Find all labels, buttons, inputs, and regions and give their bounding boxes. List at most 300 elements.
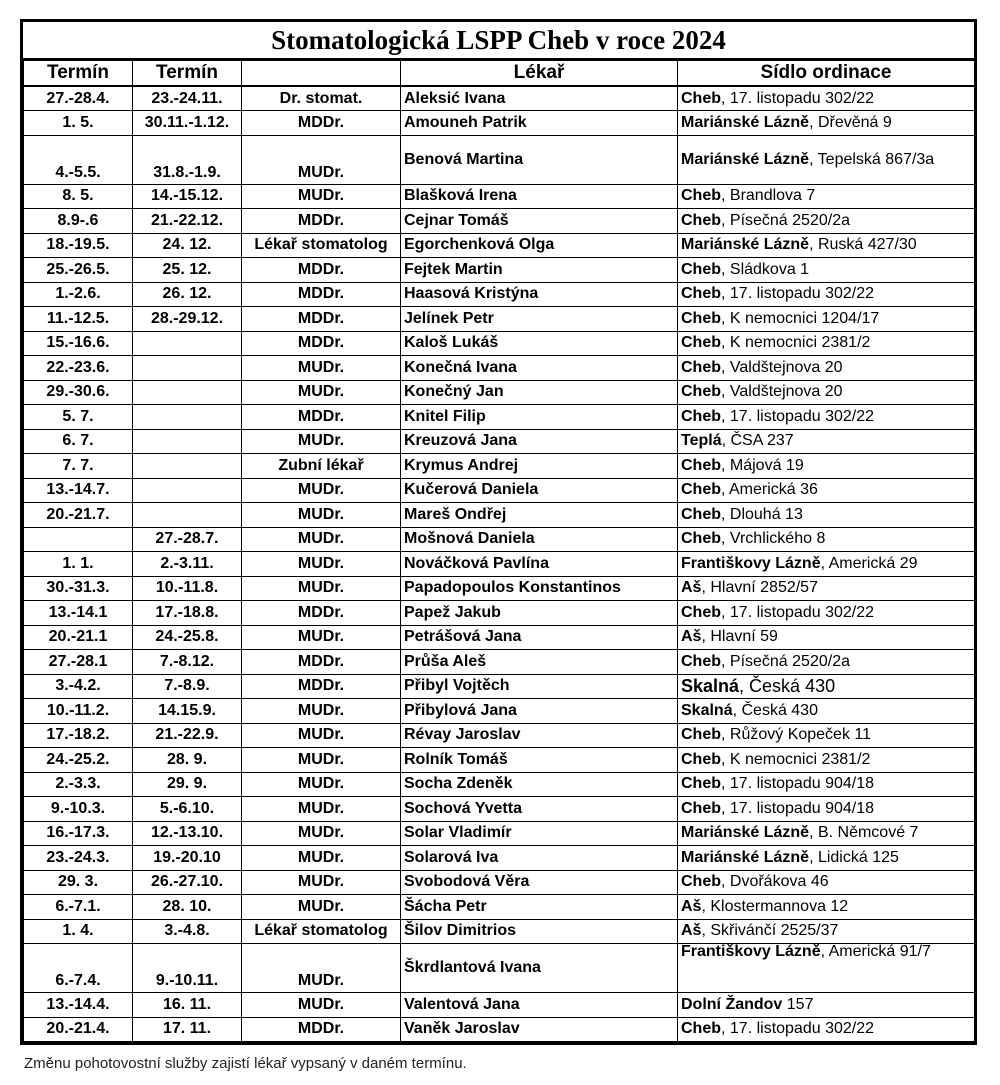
address-city: Františkovy Lázně <box>681 554 821 572</box>
address-city: Cheb <box>681 530 721 548</box>
address-city: Aš <box>681 922 702 940</box>
address-cell <box>678 209 975 234</box>
address-cell <box>678 184 975 209</box>
title-cell: Lékař stomatolog <box>242 233 401 258</box>
address-city: Skalná <box>681 675 740 696</box>
address-city: Cheb <box>681 383 721 401</box>
title-cell: MUDr. <box>242 748 401 773</box>
title-cell: MUDr. <box>242 429 401 454</box>
title-cell: MDDr. <box>242 1017 401 1042</box>
address-city: Mariánské Lázně <box>681 151 810 168</box>
termin-2-cell <box>133 429 242 454</box>
termin-2-cell <box>133 503 242 528</box>
address-cell <box>678 576 975 601</box>
termin-2-cell: 29. 9. <box>133 772 242 797</box>
address-city: Cheb <box>681 358 721 376</box>
doctor-cell: Socha Zdeněk <box>401 772 678 797</box>
address-street: , 17. listopadu 302/22 <box>721 285 875 303</box>
termin-1-cell: 20.-21.7. <box>24 503 133 528</box>
termin-1-cell: 23.-24.3. <box>24 846 133 871</box>
address-street: , Májová 19 <box>721 456 804 474</box>
address-city: Mariánské Lázně <box>681 848 810 866</box>
termin-1-cell: 27.-28.1 <box>24 650 133 675</box>
table-row <box>24 356 975 381</box>
doctor-cell: Přibyl Vojtěch <box>401 674 678 699</box>
address-cell <box>678 723 975 748</box>
table-row <box>24 723 975 748</box>
table-row <box>24 429 975 454</box>
address-street: , Americká 36 <box>721 481 818 499</box>
address-street: , Valdštejnova 20 <box>721 383 843 401</box>
termin-1-cell: 2.-3.3. <box>24 772 133 797</box>
table-row <box>24 209 975 234</box>
address-city: Cheb <box>681 1020 721 1038</box>
table-row <box>24 576 975 601</box>
termin-2-cell: 16. 11. <box>133 993 242 1018</box>
address-cell <box>678 429 975 454</box>
termin-2-cell <box>133 405 242 430</box>
doctor-cell: Cejnar Tomáš <box>401 209 678 234</box>
table-row <box>24 478 975 503</box>
termin-2-cell: 30.11.-1.12. <box>133 111 242 136</box>
address-street: , 17. listopadu 302/22 <box>721 407 875 425</box>
address-street: , 17. listopadu 302/22 <box>721 603 875 621</box>
doctor-cell: Nováčková Pavlína <box>401 552 678 577</box>
address-street: , Tepelská 867/3a <box>809 151 935 168</box>
doctor-cell: Révay Jaroslav <box>401 723 678 748</box>
title-cell: MDDr. <box>242 331 401 356</box>
table-row <box>24 895 975 920</box>
table-row <box>24 650 975 675</box>
address-cell <box>678 797 975 822</box>
address-cell <box>678 527 975 552</box>
page-title: Stomatologická LSPP Cheb v roce 2024 <box>23 22 974 60</box>
title-cell: MDDr. <box>242 405 401 430</box>
termin-2-cell: 9.-10.11. <box>133 944 242 993</box>
address-street: , Lidická 125 <box>809 848 899 866</box>
termin-2-cell: 24. 12. <box>133 233 242 258</box>
table-row <box>24 821 975 846</box>
address-city: Cheb <box>681 603 721 621</box>
address-city: Cheb <box>681 481 721 499</box>
doctor-cell: Mareš Ondřej <box>401 503 678 528</box>
termin-1-cell: 30.-31.3. <box>24 576 133 601</box>
address-cell <box>678 233 975 258</box>
termin-2-cell: 10.-11.8. <box>133 576 242 601</box>
address-cell <box>678 405 975 430</box>
address-cell <box>678 650 975 675</box>
address-cell <box>678 135 975 184</box>
termin-2-cell: 24.-25.8. <box>133 625 242 650</box>
title-cell: MUDr. <box>242 723 401 748</box>
title-cell: MDDr. <box>242 650 401 675</box>
doctor-cell: Egorchenková Olga <box>401 233 678 258</box>
termin-2-cell: 5.-6.10. <box>133 797 242 822</box>
title-cell: MUDr. <box>242 135 401 184</box>
doctor-cell: Aleksić Ivana <box>401 86 678 111</box>
doctor-cell: Sochová Yvetta <box>401 797 678 822</box>
header-lekar: Lékař <box>401 61 678 87</box>
address-cell <box>678 674 975 699</box>
address-street: , Písečná 2520/2a <box>721 211 850 229</box>
address-city: Cheb <box>681 187 721 205</box>
termin-1-cell: 13.-14.7. <box>24 478 133 503</box>
doctor-cell: Vaněk Jaroslav <box>401 1017 678 1042</box>
termin-1-cell: 1.-2.6. <box>24 282 133 307</box>
address-street: , ČSA 237 <box>721 432 794 450</box>
address-cell <box>678 258 975 283</box>
doctor-cell: Šilov Dimitrios <box>401 919 678 944</box>
address-cell <box>678 944 975 993</box>
address-cell <box>678 748 975 773</box>
title-cell: MDDr. <box>242 601 401 626</box>
address-street: , Ruská 427/30 <box>809 236 917 254</box>
address-cell <box>678 503 975 528</box>
termin-2-cell: 28. 10. <box>133 895 242 920</box>
address-street: , Česká 430 <box>732 701 818 719</box>
table-row <box>24 184 975 209</box>
doctor-cell: Rolník Tomáš <box>401 748 678 773</box>
title-cell: MUDr. <box>242 870 401 895</box>
table-row <box>24 527 975 552</box>
title-cell: MDDr. <box>242 111 401 136</box>
termin-2-cell: 28. 9. <box>133 748 242 773</box>
table-row <box>24 454 975 479</box>
address-street: , Sládkova 1 <box>721 260 810 278</box>
table-row <box>24 380 975 405</box>
address-city: Cheb <box>681 799 721 817</box>
table-row <box>24 797 975 822</box>
address-street: , Dlouhá 13 <box>721 505 803 523</box>
address-cell <box>678 282 975 307</box>
address-street: , Brandlova 7 <box>721 187 816 205</box>
address-city: Mariánské Lázně <box>681 113 810 131</box>
termin-1-cell: 3.-4.2. <box>24 674 133 699</box>
termin-2-cell: 28.-29.12. <box>133 307 242 332</box>
doctor-cell: Petrášová Jana <box>401 625 678 650</box>
title-cell: MUDr. <box>242 576 401 601</box>
title-cell: MUDr. <box>242 503 401 528</box>
doctor-cell: Kučerová Daniela <box>401 478 678 503</box>
termin-2-cell <box>133 331 242 356</box>
schedule-sheet <box>20 19 977 1045</box>
termin-1-cell: 15.-16.6. <box>24 331 133 356</box>
address-cell <box>678 331 975 356</box>
address-cell <box>678 846 975 871</box>
address-cell <box>678 552 975 577</box>
table-row <box>24 601 975 626</box>
header-row <box>24 61 975 87</box>
table-row <box>24 552 975 577</box>
address-cell <box>678 86 975 111</box>
doctor-cell: Průša Aleš <box>401 650 678 675</box>
address-street: , 17. listopadu 302/22 <box>721 1020 875 1038</box>
termin-1-cell: 27.-28.4. <box>24 86 133 111</box>
title-cell: MUDr. <box>242 478 401 503</box>
address-cell <box>678 993 975 1018</box>
termin-2-cell: 12.-13.10. <box>133 821 242 846</box>
title-cell: MDDr. <box>242 307 401 332</box>
termin-1-cell: 1. 5. <box>24 111 133 136</box>
address-city: Aš <box>681 897 702 915</box>
termin-1-cell: 29. 3. <box>24 870 133 895</box>
title-cell: MUDr. <box>242 625 401 650</box>
address-cell <box>678 625 975 650</box>
address-street: , Americká 29 <box>820 554 918 572</box>
termin-1-cell: 24.-25.2. <box>24 748 133 773</box>
doctor-cell: Škrdlantová Ivana <box>401 944 678 993</box>
termin-1-cell: 10.-11.2. <box>24 699 133 724</box>
address-city: Cheb <box>681 407 721 425</box>
doctor-cell: Blašková Irena <box>401 184 678 209</box>
address-street: , Americká 91/7 <box>820 943 931 960</box>
table-row <box>24 772 975 797</box>
termin-1-cell: 4.-5.5. <box>24 135 133 184</box>
title-cell: MUDr. <box>242 797 401 822</box>
title-cell: MUDr. <box>242 552 401 577</box>
doctor-cell: Konečná Ivana <box>401 356 678 381</box>
table-row <box>24 307 975 332</box>
title-cell: Lékař stomatolog <box>242 919 401 944</box>
table-row <box>24 699 975 724</box>
termin-2-cell: 31.8.-1.9. <box>133 135 242 184</box>
schedule-table <box>23 60 975 1042</box>
table-row <box>24 503 975 528</box>
title-cell: MDDr. <box>242 209 401 234</box>
footer-note: Změnu pohotovostní služby zajistí lékař vypsaný v daném termínu. <box>24 1055 467 1072</box>
table-row <box>24 625 975 650</box>
termin-1-cell: 25.-26.5. <box>24 258 133 283</box>
address-street: , Česká 430 <box>739 675 836 696</box>
address-city: Skalná <box>681 701 733 719</box>
address-city: Cheb <box>681 726 721 744</box>
address-city: Teplá <box>681 432 722 450</box>
table-row <box>24 111 975 136</box>
termin-1-cell: 22.-23.6. <box>24 356 133 381</box>
header-termin-2: Termín <box>133 61 242 87</box>
termin-2-cell: 26.-27.10. <box>133 870 242 895</box>
title-cell: MUDr. <box>242 944 401 993</box>
doctor-cell: Valentová Jana <box>401 993 678 1018</box>
doctor-cell: Šácha Petr <box>401 895 678 920</box>
termin-2-cell: 19.-20.10 <box>133 846 242 871</box>
title-cell: MUDr. <box>242 356 401 381</box>
table-row <box>24 405 975 430</box>
termin-2-cell: 2.-3.11. <box>133 552 242 577</box>
termin-1-cell: 8. 5. <box>24 184 133 209</box>
termin-2-cell: 7.-8.12. <box>133 650 242 675</box>
table-row <box>24 258 975 283</box>
title-cell: MUDr. <box>242 846 401 871</box>
title-cell: MDDr. <box>242 282 401 307</box>
address-cell <box>678 601 975 626</box>
address-street: , Klostermannova 12 <box>701 897 849 915</box>
address-city: Mariánské Lázně <box>681 824 810 842</box>
termin-2-cell: 17.-18.8. <box>133 601 242 626</box>
termin-2-cell: 21.-22.12. <box>133 209 242 234</box>
table-row <box>24 870 975 895</box>
doctor-cell: Knitel Filip <box>401 405 678 430</box>
termin-1-cell: 1. 4. <box>24 919 133 944</box>
address-cell <box>678 1017 975 1042</box>
termin-1-cell: 9.-10.3. <box>24 797 133 822</box>
termin-1-cell: 1. 1. <box>24 552 133 577</box>
termin-2-cell: 21.-22.9. <box>133 723 242 748</box>
termin-1-cell: 13.-14.4. <box>24 993 133 1018</box>
address-street: , Hlavní 2852/57 <box>701 579 818 597</box>
title-cell: Dr. stomat. <box>242 86 401 111</box>
address-street: , Písečná 2520/2a <box>721 652 850 670</box>
doctor-cell: Kaloš Lukáš <box>401 331 678 356</box>
table-row <box>24 919 975 944</box>
address-street: , Růžový Kopeček 11 <box>721 726 872 744</box>
table-row <box>24 674 975 699</box>
address-cell <box>678 356 975 381</box>
termin-1-cell: 20.-21.1 <box>24 625 133 650</box>
doctor-cell: Solarová Iva <box>401 846 678 871</box>
address-city: Cheb <box>681 456 721 474</box>
termin-2-cell <box>133 478 242 503</box>
address-city: Cheb <box>681 505 721 523</box>
termin-1-cell: 18.-19.5. <box>24 233 133 258</box>
termin-2-cell <box>133 356 242 381</box>
address-city: Františkovy Lázně <box>681 943 821 960</box>
title-cell: MUDr. <box>242 527 401 552</box>
address-street: , B. Němcové 7 <box>809 824 919 842</box>
termin-2-cell <box>133 380 242 405</box>
address-street: , 17. listopadu 904/18 <box>721 775 875 793</box>
address-city: Mariánské Lázně <box>681 236 810 254</box>
termin-1-cell: 17.-18.2. <box>24 723 133 748</box>
title-cell: MUDr. <box>242 380 401 405</box>
address-city: Cheb <box>681 775 721 793</box>
termin-2-cell: 25. 12. <box>133 258 242 283</box>
address-street: , 17. listopadu 904/18 <box>721 799 875 817</box>
termin-1-cell: 7. 7. <box>24 454 133 479</box>
doctor-cell: Papadopoulos Konstantinos <box>401 576 678 601</box>
address-street: , Valdštejnova 20 <box>721 358 843 376</box>
doctor-cell: Kreuzová Jana <box>401 429 678 454</box>
address-cell <box>678 478 975 503</box>
table-row <box>24 233 975 258</box>
header-title <box>242 61 401 87</box>
doctor-cell: Přibylová Jana <box>401 699 678 724</box>
termin-1-cell: 29.-30.6. <box>24 380 133 405</box>
address-cell <box>678 821 975 846</box>
address-street: , K nemocnici 2381/2 <box>721 334 871 352</box>
doctor-cell: Svobodová Věra <box>401 870 678 895</box>
doctor-cell: Papež Jakub <box>401 601 678 626</box>
termin-1-cell: 13.-14.1 <box>24 601 133 626</box>
termin-1-cell: 5. 7. <box>24 405 133 430</box>
doctor-cell: Krymus Andrej <box>401 454 678 479</box>
doctor-cell: Haasová Kristýna <box>401 282 678 307</box>
termin-2-cell: 7.-8.9. <box>133 674 242 699</box>
termin-2-cell <box>133 454 242 479</box>
table-row <box>24 1017 975 1042</box>
address-cell <box>678 454 975 479</box>
doctor-cell: Fejtek Martin <box>401 258 678 283</box>
address-cell <box>678 919 975 944</box>
address-cell <box>678 870 975 895</box>
address-street: , K nemocnici 2381/2 <box>721 750 871 768</box>
title-cell: MUDr. <box>242 772 401 797</box>
termin-1-cell: 6.-7.4. <box>24 944 133 993</box>
title-cell: MDDr. <box>242 258 401 283</box>
title-cell: MUDr. <box>242 184 401 209</box>
title-cell: MUDr. <box>242 821 401 846</box>
title-cell: Zubní lékař <box>242 454 401 479</box>
address-city: Cheb <box>681 211 721 229</box>
address-street: , Dvořákova 46 <box>721 873 829 891</box>
doctor-cell: Jelínek Petr <box>401 307 678 332</box>
title-cell: MDDr. <box>242 674 401 699</box>
termin-1-cell: 16.-17.3. <box>24 821 133 846</box>
address-street: , Dřevěná 9 <box>809 113 892 131</box>
address-cell <box>678 699 975 724</box>
table-row <box>24 993 975 1018</box>
termin-2-cell: 27.-28.7. <box>133 527 242 552</box>
termin-2-cell: 3.-4.8. <box>133 919 242 944</box>
address-city: Cheb <box>681 873 721 891</box>
address-cell <box>678 772 975 797</box>
address-city: Cheb <box>681 260 721 278</box>
termin-1-cell: 6. 7. <box>24 429 133 454</box>
address-city: Cheb <box>681 285 721 303</box>
table-row <box>24 331 975 356</box>
title-cell: MUDr. <box>242 895 401 920</box>
title-cell: MUDr. <box>242 993 401 1018</box>
address-city: Cheb <box>681 89 721 107</box>
termin-2-cell: 23.-24.11. <box>133 86 242 111</box>
header-termin-1: Termín <box>24 61 133 87</box>
doctor-cell: Benová Martina <box>401 135 678 184</box>
table-row <box>24 748 975 773</box>
address-cell <box>678 307 975 332</box>
table-row <box>24 86 975 111</box>
address-street: , Vrchlického 8 <box>721 530 826 548</box>
doctor-cell: Mošnová Daniela <box>401 527 678 552</box>
address-city: Cheb <box>681 309 721 327</box>
termin-2-cell: 14.15.9. <box>133 699 242 724</box>
address-cell <box>678 111 975 136</box>
address-street: 157 <box>782 995 814 1013</box>
address-street: , K nemocnici 1204/17 <box>721 309 880 327</box>
address-cell <box>678 380 975 405</box>
address-city: Dolní Žandov <box>681 995 783 1013</box>
table-row <box>24 135 975 184</box>
title-cell: MUDr. <box>242 699 401 724</box>
address-cell <box>678 895 975 920</box>
termin-2-cell: 14.-15.12. <box>133 184 242 209</box>
doctor-cell: Konečný Jan <box>401 380 678 405</box>
address-city: Cheb <box>681 334 721 352</box>
termin-1-cell: 11.-12.5. <box>24 307 133 332</box>
termin-1-cell: 8.9-.6 <box>24 209 133 234</box>
table-row <box>24 846 975 871</box>
address-street: , Skřivánčí 2525/37 <box>701 922 839 940</box>
address-city: Cheb <box>681 750 721 768</box>
termin-1-cell: 6.-7.1. <box>24 895 133 920</box>
termin-1-cell <box>24 527 133 552</box>
address-city: Aš <box>681 628 702 646</box>
doctor-cell: Solar Vladimír <box>401 821 678 846</box>
address-street: , 17. listopadu 302/22 <box>721 89 875 107</box>
termin-2-cell: 26. 12. <box>133 282 242 307</box>
address-street: , Hlavní 59 <box>701 628 778 646</box>
termin-1-cell: 20.-21.4. <box>24 1017 133 1042</box>
address-city: Aš <box>681 579 702 597</box>
